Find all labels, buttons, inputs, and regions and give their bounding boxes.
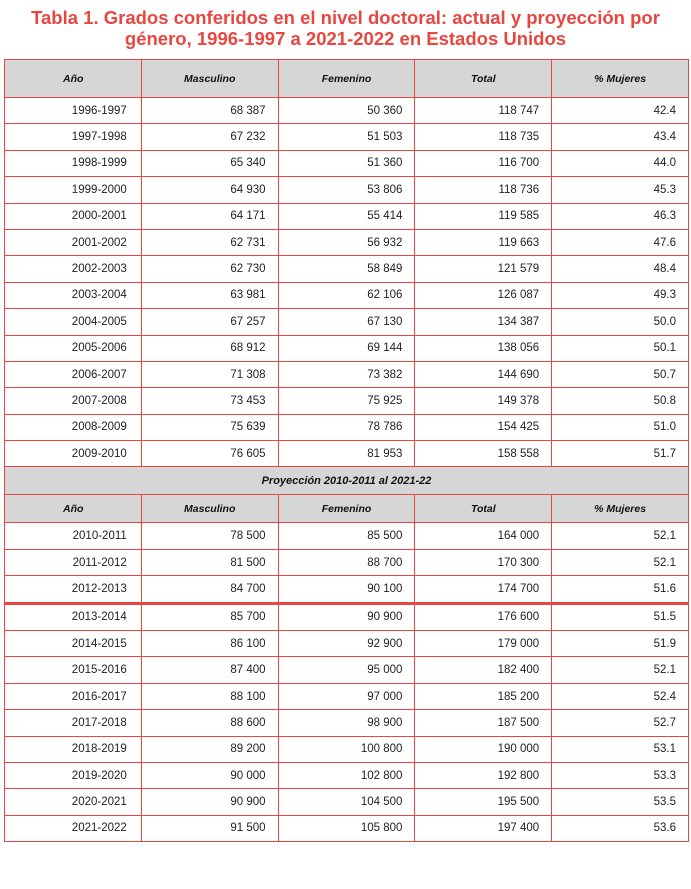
percent-women-cell: 51.9 [552, 631, 689, 657]
male-cell: 88 600 [141, 710, 278, 736]
year-cell: 2015-2016 [5, 657, 142, 683]
table-row [5, 256, 689, 282]
female-cell: 97 000 [278, 683, 415, 709]
male-cell: 85 700 [141, 603, 278, 630]
table-row [5, 710, 689, 736]
projection-header-row [5, 495, 689, 523]
female-cell: 53 806 [278, 177, 415, 203]
total-cell: 190 000 [415, 736, 552, 762]
male-cell: 68 387 [141, 98, 278, 124]
percent-women-cell: 52.1 [552, 657, 689, 683]
percent-women-cell: 52.7 [552, 710, 689, 736]
total-cell: 118 735 [415, 124, 552, 150]
year-cell: 2018-2019 [5, 736, 142, 762]
percent-women-cell: 53.6 [552, 815, 689, 841]
female-cell: 98 900 [278, 710, 415, 736]
total-cell: 164 000 [415, 523, 552, 549]
female-cell: 100 800 [278, 736, 415, 762]
total-cell: 195 500 [415, 789, 552, 815]
table-row [5, 309, 689, 335]
total-cell: 116 700 [415, 150, 552, 176]
table-row [5, 124, 689, 150]
total-cell: 158 558 [415, 441, 552, 467]
table-row [5, 789, 689, 815]
male-cell: 71 308 [141, 361, 278, 387]
female-cell: 51 503 [278, 124, 415, 150]
total-cell: 138 056 [415, 335, 552, 361]
column-header-total: Total [415, 495, 552, 523]
table-header-row [5, 60, 689, 98]
column-header-year: Año [5, 60, 142, 98]
column-header-female: Femenino [278, 60, 415, 98]
percent-women-cell: 50.0 [552, 309, 689, 335]
year-cell: 1996-1997 [5, 98, 142, 124]
total-cell: 176 600 [415, 603, 552, 630]
female-cell: 104 500 [278, 789, 415, 815]
year-cell: 2003-2004 [5, 282, 142, 308]
male-cell: 67 257 [141, 309, 278, 335]
percent-women-cell: 48.4 [552, 256, 689, 282]
table-row [5, 736, 689, 762]
percent-women-cell: 45.3 [552, 177, 689, 203]
column-header-percent-women: % Mujeres [552, 60, 689, 98]
female-cell: 78 786 [278, 414, 415, 440]
male-cell: 64 171 [141, 203, 278, 229]
column-header-year: Año [5, 495, 142, 523]
percent-women-cell: 43.4 [552, 124, 689, 150]
total-cell: 174 700 [415, 576, 552, 603]
male-cell: 65 340 [141, 150, 278, 176]
total-cell: 149 378 [415, 388, 552, 414]
doctoral-degrees-table [4, 59, 689, 842]
table-row [5, 388, 689, 414]
female-cell: 102 800 [278, 762, 415, 788]
percent-women-cell: 49.3 [552, 282, 689, 308]
total-cell: 192 800 [415, 762, 552, 788]
total-cell: 187 500 [415, 710, 552, 736]
column-header-male: Masculino [141, 495, 278, 523]
year-cell: 2010-2011 [5, 523, 142, 549]
table-row [5, 177, 689, 203]
year-cell: 2021-2022 [5, 815, 142, 841]
total-cell: 126 087 [415, 282, 552, 308]
year-cell: 2016-2017 [5, 683, 142, 709]
table-row [5, 815, 689, 841]
year-cell: 2002-2003 [5, 256, 142, 282]
table-row [5, 98, 689, 124]
percent-women-cell: 51.5 [552, 603, 689, 630]
percent-women-cell: 53.3 [552, 762, 689, 788]
year-cell: 1998-1999 [5, 150, 142, 176]
female-cell: 73 382 [278, 361, 415, 387]
table-row [5, 282, 689, 308]
table-row [5, 631, 689, 657]
female-cell: 55 414 [278, 203, 415, 229]
column-header-female: Femenino [278, 495, 415, 523]
year-cell: 2013-2014 [5, 603, 142, 630]
year-cell: 2001-2002 [5, 229, 142, 255]
year-cell: 1999-2000 [5, 177, 142, 203]
percent-women-cell: 47.6 [552, 229, 689, 255]
table-row [5, 150, 689, 176]
table-row [5, 523, 689, 549]
table-row [5, 762, 689, 788]
male-cell: 67 232 [141, 124, 278, 150]
female-cell: 90 900 [278, 603, 415, 630]
male-cell: 73 453 [141, 388, 278, 414]
column-header-percent-women: % Mujeres [552, 495, 689, 523]
male-cell: 86 100 [141, 631, 278, 657]
total-cell: 144 690 [415, 361, 552, 387]
year-cell: 1997-1998 [5, 124, 142, 150]
table-row [5, 603, 689, 630]
total-cell: 119 585 [415, 203, 552, 229]
table-row [5, 657, 689, 683]
percent-women-cell: 52.4 [552, 683, 689, 709]
year-cell: 2009-2010 [5, 441, 142, 467]
year-cell: 2019-2020 [5, 762, 142, 788]
male-cell: 68 912 [141, 335, 278, 361]
table-title-line-2: género, 1996-1997 a 2021-2022 en Estados Unidos [124, 28, 567, 49]
female-cell: 58 849 [278, 256, 415, 282]
female-cell: 50 360 [278, 98, 415, 124]
total-cell: 170 300 [415, 549, 552, 575]
total-cell: 134 387 [415, 309, 552, 335]
female-cell: 105 800 [278, 815, 415, 841]
year-cell: 2004-2005 [5, 309, 142, 335]
year-cell: 2011-2012 [5, 549, 142, 575]
percent-women-cell: 52.1 [552, 523, 689, 549]
table-title [0, 0, 691, 50]
year-cell: 2012-2013 [5, 576, 142, 603]
female-cell: 56 932 [278, 229, 415, 255]
table-row [5, 335, 689, 361]
column-header-male: Masculino [141, 60, 278, 98]
percent-women-cell: 52.1 [552, 549, 689, 575]
male-cell: 87 400 [141, 657, 278, 683]
year-cell: 2017-2018 [5, 710, 142, 736]
year-cell: 2000-2001 [5, 203, 142, 229]
table-body [5, 60, 689, 842]
female-cell: 81 953 [278, 441, 415, 467]
male-cell: 81 500 [141, 549, 278, 575]
projection-section-row [5, 467, 689, 495]
male-cell: 90 900 [141, 789, 278, 815]
total-cell: 118 747 [415, 98, 552, 124]
female-cell: 51 360 [278, 150, 415, 176]
table-row [5, 229, 689, 255]
percent-women-cell: 53.5 [552, 789, 689, 815]
female-cell: 92 900 [278, 631, 415, 657]
female-cell: 69 144 [278, 335, 415, 361]
total-cell: 182 400 [415, 657, 552, 683]
table-row [5, 414, 689, 440]
female-cell: 90 100 [278, 576, 415, 603]
year-cell: 2005-2006 [5, 335, 142, 361]
male-cell: 78 500 [141, 523, 278, 549]
male-cell: 64 930 [141, 177, 278, 203]
percent-women-cell: 50.1 [552, 335, 689, 361]
projection-section-label: Proyección 2010-2011 al 2021-22 [5, 467, 689, 495]
percent-women-cell: 50.8 [552, 388, 689, 414]
female-cell: 75 925 [278, 388, 415, 414]
male-cell: 62 731 [141, 229, 278, 255]
table-row [5, 203, 689, 229]
table-title-line-1: Tabla 1. Grados conferidos en el nivel doctoral: actual y proyección por [31, 7, 660, 28]
female-cell: 95 000 [278, 657, 415, 683]
male-cell: 76 605 [141, 441, 278, 467]
male-cell: 84 700 [141, 576, 278, 603]
total-cell: 185 200 [415, 683, 552, 709]
male-cell: 63 981 [141, 282, 278, 308]
table-row [5, 549, 689, 575]
year-cell: 2007-2008 [5, 388, 142, 414]
total-cell: 119 663 [415, 229, 552, 255]
table-row [5, 361, 689, 387]
female-cell: 88 700 [278, 549, 415, 575]
percent-women-cell: 42.4 [552, 98, 689, 124]
female-cell: 67 130 [278, 309, 415, 335]
male-cell: 91 500 [141, 815, 278, 841]
percent-women-cell: 44.0 [552, 150, 689, 176]
percent-women-cell: 53.1 [552, 736, 689, 762]
total-cell: 118 736 [415, 177, 552, 203]
year-cell: 2008-2009 [5, 414, 142, 440]
percent-women-cell: 46.3 [552, 203, 689, 229]
year-cell: 2014-2015 [5, 631, 142, 657]
total-cell: 179 000 [415, 631, 552, 657]
male-cell: 90 000 [141, 762, 278, 788]
total-cell: 121 579 [415, 256, 552, 282]
percent-women-cell: 51.6 [552, 576, 689, 603]
table-row [5, 683, 689, 709]
year-cell: 2020-2021 [5, 789, 142, 815]
percent-women-cell: 50.7 [552, 361, 689, 387]
male-cell: 88 100 [141, 683, 278, 709]
male-cell: 62 730 [141, 256, 278, 282]
table-row [5, 441, 689, 467]
total-cell: 154 425 [415, 414, 552, 440]
table-row [5, 576, 689, 603]
male-cell: 89 200 [141, 736, 278, 762]
column-header-total: Total [415, 60, 552, 98]
female-cell: 62 106 [278, 282, 415, 308]
percent-women-cell: 51.7 [552, 441, 689, 467]
male-cell: 75 639 [141, 414, 278, 440]
total-cell: 197 400 [415, 815, 552, 841]
female-cell: 85 500 [278, 523, 415, 549]
year-cell: 2006-2007 [5, 361, 142, 387]
percent-women-cell: 51.0 [552, 414, 689, 440]
